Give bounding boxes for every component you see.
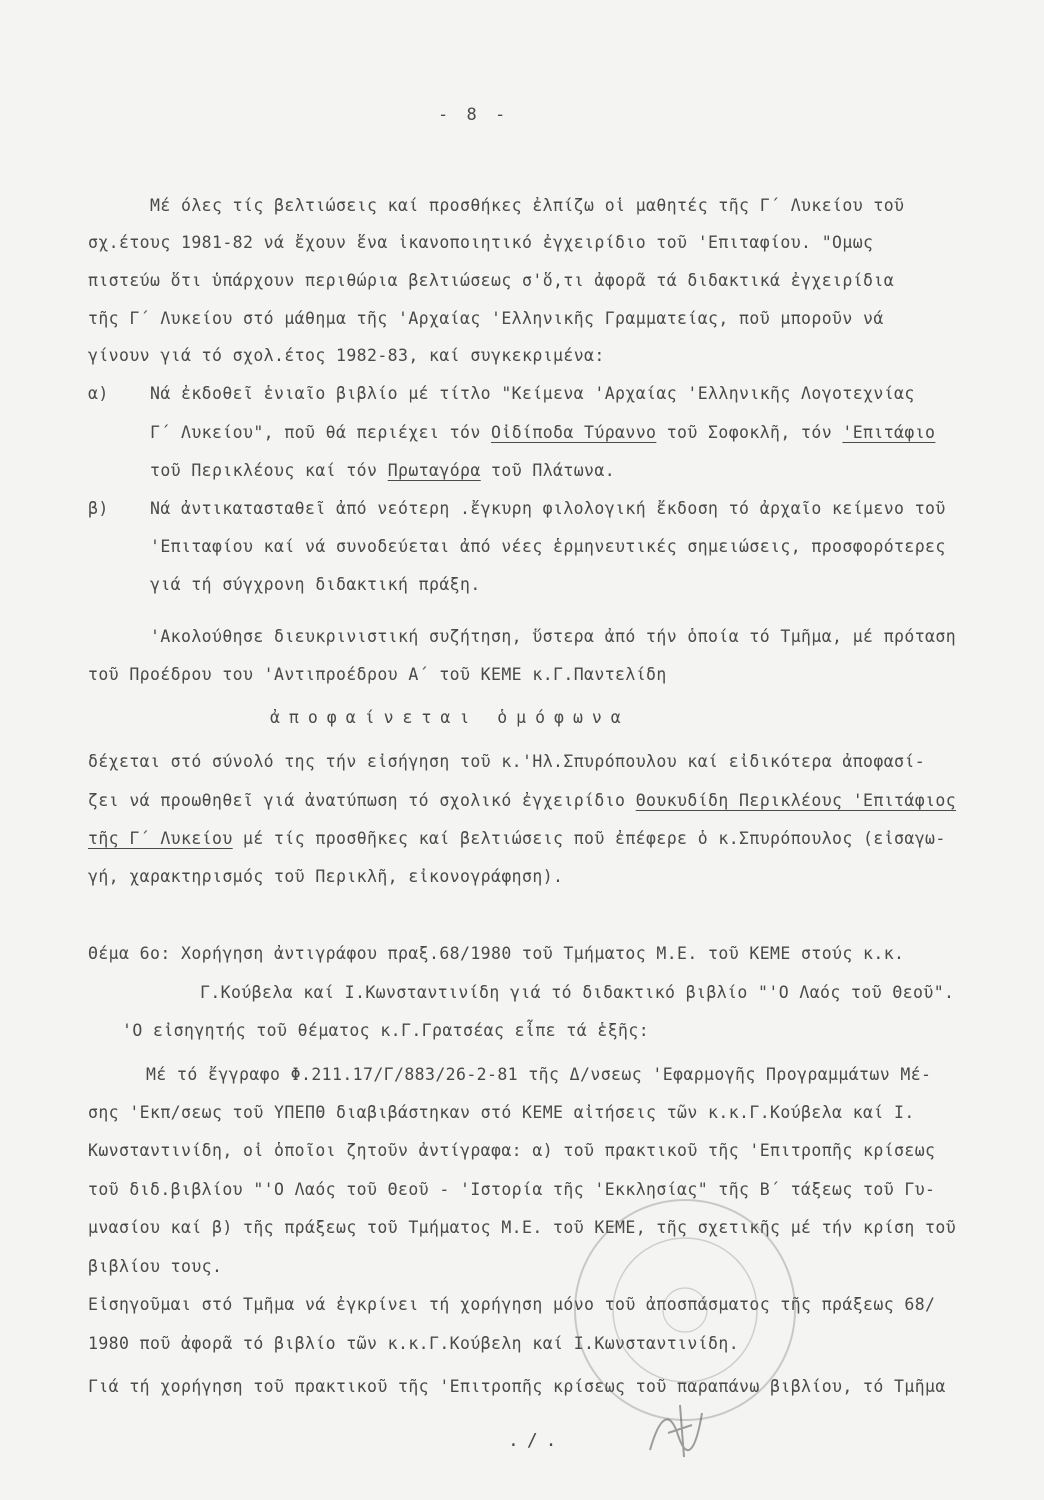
item-a-line: τοῦ Περικλέους καί τόν Πρωταγόρα τοῦ Πλάτωνα. bbox=[150, 461, 616, 480]
underlined-title: τῆς Γ΄ Λυκείου bbox=[88, 829, 233, 848]
intro-line: πιστεύω ὅτι ὑπάρχουν περιθώρια βελτιώσεως σ'ὅ,τι ἀφορᾶ τά διδακτικά ἐγχειρίδια bbox=[88, 271, 895, 290]
topic-body-line: σης 'Εκπ/σεως τοῦ ΥΠΕΠΘ διαβιβάστηκαν στό ΚΕΜΕ αἰτήσεις τῶν κ.κ.Γ.Κούβελα καί Ι. bbox=[88, 1103, 915, 1122]
topic-body-line: βιβλίου τους. bbox=[88, 1257, 223, 1276]
topic-body-line: Κωνσταντινίδη, οἱ ὁποῖοι ζητοῦν ἀντίγραφα: α) τοῦ πρακτικοῦ τῆς 'Επιτροπῆς κρίσεως bbox=[88, 1141, 936, 1160]
topic-body-line: Γιά τή χορήγηση τοῦ πρακτικοῦ τῆς 'Επιτροπῆς κρίσεως τοῦ παραπάνω βιβλίου, τό Τμῆμα bbox=[88, 1377, 946, 1396]
handwritten-signature bbox=[640, 1395, 720, 1465]
decision-line: τῆς Γ΄ Λυκείου μέ τίς προσθῆκες καί βελτιώσεις ποῦ ἐπέφερε ὁ κ.Σπυρόπουλος (εἰσαγω- bbox=[88, 829, 946, 848]
underlined-title: 'Επιτάφιο bbox=[842, 423, 936, 442]
topic-heading: Θέμα 6ο: Χορήγηση ἀντιγράφου πραξ.68/1980 τοῦ Τμήματος Μ.Ε. τοῦ ΚΕΜΕ στούς κ.κ. bbox=[88, 944, 905, 963]
decision-line: δέχεται στό σύνολό της τήν εἰσήγηση τοῦ κ.'Ηλ.Σπυρόπουλου καί εἰδικότερα ἀποφασί- bbox=[88, 752, 926, 771]
underlined-title: Πρωταγόρα bbox=[387, 461, 481, 480]
topic-body-line: Μέ τό ἔγγραφο Φ.211.17/Γ/883/26-2-81 τῆς Δ/νσεως 'Εφαρμογῆς Προγραμμάτων Μέ- bbox=[146, 1065, 932, 1084]
discussion-line: τοῦ Προέδρου του 'Αντιπροέδρου Α΄ τοῦ ΚΕΜΕ κ.Γ.Παντελίδη bbox=[88, 665, 667, 684]
intro-line: σχ.έτους 1981-82 νά ἔχουν ἕνα ἱκανοποιητικό ἐγχειρίδιο τοῦ 'Επιταφίου. "Ομως bbox=[88, 233, 874, 252]
topic-body-line: 1980 ποῦ ἀφορᾶ τό βιβλίο τῶν κ.κ.Γ.Κούβελη καί Ι.Κωνσταντινίδη. bbox=[88, 1334, 740, 1353]
intro-line: τῆς Γ΄ Λυκείου στό μάθημα τῆς 'Αρχαίας 'Ελληνικῆς Γραμματείας, ποῦ μποροῦν νά bbox=[88, 309, 884, 328]
intro-line: Μέ όλες τίς βελτιώσεις καί προσθήκες ἐλπίζω οἱ μαθητές τῆς Γ΄ Λυκείου τοῦ bbox=[150, 196, 905, 215]
decision-line: γή, χαρακτηρισμός τοῦ Περικλῆ, εἰκονογράφηση). bbox=[88, 867, 564, 886]
list-label-a: α) bbox=[88, 384, 109, 403]
discussion-line: 'Ακολούθησε διευκρινιστική συζήτηση, ὕστερα ἀπό τήν ὁποία τό Τμῆμα, μέ πρόταση bbox=[150, 627, 957, 646]
list-label-b: β) bbox=[88, 499, 109, 518]
item-b-line: γιά τή σύγχρονη διδακτική πράξη. bbox=[150, 575, 481, 594]
item-b-line: 'Επιταφίου καί νά συνοδεύεται ἀπό νέες ἑρμηνευτικές σημειώσεις, προσφορότερες bbox=[150, 537, 946, 556]
page-number: - 8 - bbox=[438, 105, 510, 125]
decision-heading: ἀποφαίνεται ὁμόφωνα bbox=[270, 708, 630, 727]
decision-line: ζει νά προωθηθεῖ γιά ἀνατύπωση τό σχολικό ἐγχειρίδιο Θουκυδίδη Περικλέους 'Επιτάφιος bbox=[88, 791, 957, 810]
rapporteur-line: 'Ο εἰσηγητής τοῦ θέματος κ.Γ.Γρατσέας εἶπε τά ἑξῆς: bbox=[122, 1021, 650, 1040]
topic-heading: Γ.Κούβελα καί Ι.Κωνσταντινίδη γιά τό διδακτικό βιβλίο "'Ο Λαός τοῦ Θεοῦ". bbox=[200, 983, 955, 1002]
topic-body-line: μνασίου καί β) τῆς πράξεως τοῦ Τμήματος Μ.Ε. τοῦ ΚΕΜΕ, τῆς σχετικῆς μέ τήν κρίση τοῦ bbox=[88, 1218, 957, 1237]
item-b-line: Νά ἀντικατασταθεῖ ἀπό νεότερη .ἔγκυρη φιλολογική ἔκδοση τό ἀρχαῖο κείμενο τοῦ bbox=[150, 499, 946, 518]
topic-body-line: τοῦ διδ.βιβλίου "'Ο Λαός τοῦ Θεοῦ - 'Ιστορία τῆς 'Εκκλησίας" τῆς Β΄ τάξεως τοῦ Γυ- bbox=[88, 1180, 936, 1199]
item-a-line: Γ΄ Λυκείου", ποῦ θά περιέχει τόν Οἰδίποδα Τύραννο τοῦ Σοφοκλῆ, τόν 'Επιτάφιο bbox=[150, 423, 936, 442]
underlined-title: Οἰδίποδα Τύραννο bbox=[491, 423, 657, 442]
topic-body-line: Εἰσηγοῦμαι στό Τμῆμα νά ἐγκρίνει τή χορήγηση μόνο τοῦ ἀποσπάσματος τῆς πράξεως 68/ bbox=[88, 1295, 936, 1314]
item-a-line: Νά ἐκδοθεῖ ἑνιαῖο βιβλίο μέ τίτλο "Κείμενα 'Αρχαίας 'Ελληνικῆς Λογοτεχνίας bbox=[150, 384, 915, 403]
intro-line: γίνουν γιά τό σχολ.έτος 1982-83, καί συγκεκριμένα: bbox=[88, 346, 605, 365]
underlined-title: Θουκυδίδη Περικλέους 'Επιτάφιος bbox=[635, 791, 957, 810]
continuation-mark: ./. bbox=[508, 1430, 565, 1451]
